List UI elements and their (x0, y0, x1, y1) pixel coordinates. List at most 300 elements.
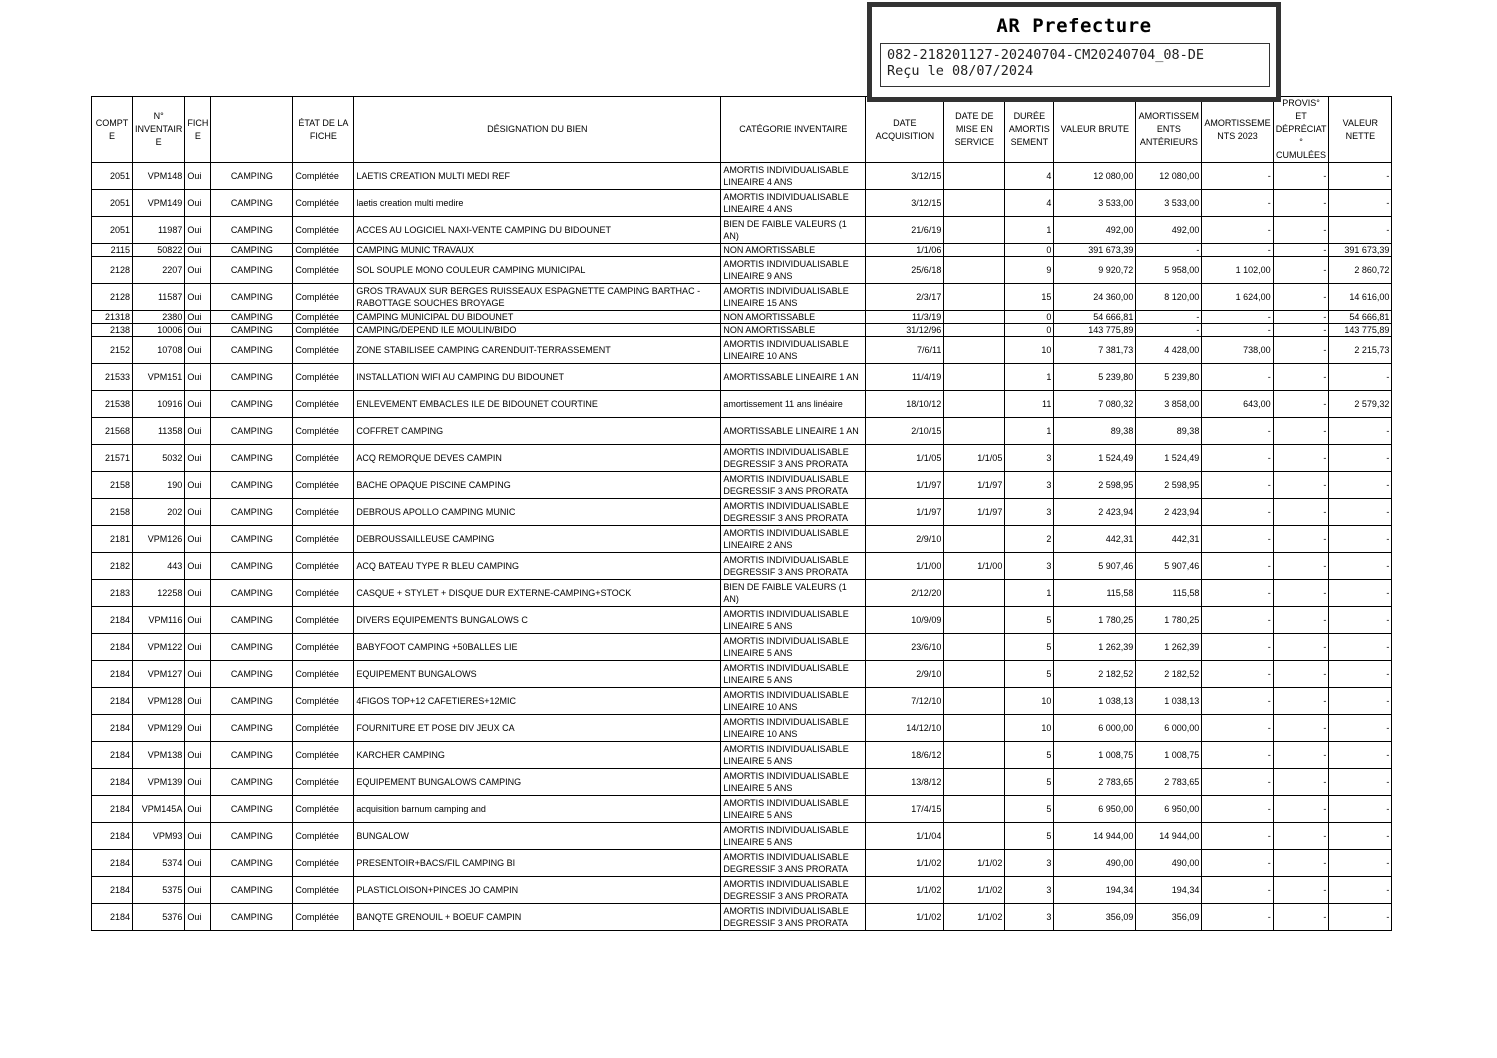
cell-compte: 2184 (92, 769, 133, 796)
table-row (92, 337, 1392, 364)
cell-duree: 0 (1005, 244, 1054, 257)
cell-date-mise-en-service: 1/1/97 (944, 499, 1005, 526)
cell-inventaire: 10006 (133, 324, 185, 337)
cell-service: CAMPING (211, 850, 293, 877)
cell-etat: Complétée (293, 715, 354, 742)
cell-duree: 0 (1005, 311, 1054, 324)
cell-designation: BABYFOOT CAMPING +50BALLES LIE (354, 634, 721, 661)
cell-provisions: - (1273, 391, 1329, 418)
cell-categorie: AMORTIS INDIVIDUALISABLE LINEAIRE 5 ANS (721, 634, 866, 661)
cell-provisions: - (1273, 850, 1329, 877)
cell-provisions: - (1273, 823, 1329, 850)
cell-date-mise-en-service (944, 163, 1005, 190)
cell-categorie: AMORTIS INDIVIDUALISABLE LINEAIRE 4 ANS (721, 190, 866, 217)
cell-amort-2023: - (1202, 742, 1273, 769)
cell-compte: 2184 (92, 715, 133, 742)
table-row (92, 499, 1392, 526)
cell-etat: Complétée (293, 823, 354, 850)
cell-service: CAMPING (211, 499, 293, 526)
table-row (92, 661, 1392, 688)
cell-etat: Complétée (293, 580, 354, 607)
cell-categorie: AMORTIS INDIVIDUALISABLE LINEAIRE 5 ANS (721, 796, 866, 823)
cell-etat: Complétée (293, 877, 354, 904)
table-row (92, 607, 1392, 634)
cell-designation: KARCHER CAMPING (354, 742, 721, 769)
cell-provisions: - (1273, 364, 1329, 391)
cell-inventaire: 10916 (133, 391, 185, 418)
cell-designation: 4FIGOS TOP+12 CAFETIERES+12MIC (354, 688, 721, 715)
cell-designation: acquisition barnum camping and (354, 796, 721, 823)
cell-provisions: - (1273, 472, 1329, 499)
cell-compte: 2184 (92, 607, 133, 634)
cell-categorie: AMORTIS INDIVIDUALISABLE LINEAIRE 15 ANS (721, 284, 866, 311)
cell-compte: 2138 (92, 324, 133, 337)
cell-compte: 2184 (92, 877, 133, 904)
cell-fiche: Oui (185, 661, 211, 688)
cell-categorie: AMORTIS INDIVIDUALISABLE DEGRESSIF 3 ANS PRORATA (721, 499, 866, 526)
cell-inventaire: 443 (133, 553, 185, 580)
cell-categorie: AMORTIS INDIVIDUALISABLE LINEAIRE 5 ANS (721, 823, 866, 850)
cell-provisions: - (1273, 607, 1329, 634)
cell-duree: 3 (1005, 877, 1054, 904)
stamp-reference-line: 082-218201127-20240704-CM20240704_08-DE (887, 47, 1204, 63)
cell-service: CAMPING (211, 769, 293, 796)
cell-designation: INSTALLATION WIFI AU CAMPING DU BIDOUNET (354, 364, 721, 391)
cell-fiche: Oui (185, 472, 211, 499)
cell-service: CAMPING (211, 580, 293, 607)
cell-categorie: AMORTIS INDIVIDUALISABLE LINEAIRE 5 ANS (721, 607, 866, 634)
cell-designation: COFFRET CAMPING (354, 418, 721, 445)
cell-amort-2023: - (1202, 364, 1273, 391)
cell-valeur-brute: 1 008,75 (1054, 742, 1136, 769)
cell-amort-anterieurs: 3 533,00 (1136, 190, 1202, 217)
cell-provisions: - (1273, 445, 1329, 472)
cell-date-acquisition: 1/1/02 (866, 850, 944, 877)
cell-duree: 5 (1005, 769, 1054, 796)
cell-date-mise-en-service: 1/1/02 (944, 877, 1005, 904)
cell-service: CAMPING (211, 337, 293, 364)
cell-inventaire: 190 (133, 472, 185, 499)
cell-valeur-nette: 391 673,39 (1329, 244, 1392, 257)
cell-categorie: AMORTIS INDIVIDUALISABLE LINEAIRE 10 ANS (721, 337, 866, 364)
cell-inventaire: VPM93 (133, 823, 185, 850)
cell-amort-2023: - (1202, 311, 1273, 324)
cell-fiche: Oui (185, 311, 211, 324)
cell-date-acquisition: 23/6/10 (866, 634, 944, 661)
cell-service: CAMPING (211, 742, 293, 769)
cell-provisions: - (1273, 418, 1329, 445)
cell-categorie: AMORTISSABLE LINEAIRE 1 AN (721, 364, 866, 391)
cell-amort-2023: - (1202, 244, 1273, 257)
cell-etat: Complétée (293, 217, 354, 244)
cell-valeur-nette: - (1329, 190, 1392, 217)
cell-valeur-brute: 7 080,32 (1054, 391, 1136, 418)
cell-date-acquisition: 21/6/19 (866, 217, 944, 244)
cell-date-acquisition: 2/10/15 (866, 418, 944, 445)
table-row (92, 257, 1392, 284)
cell-amort-2023: - (1202, 715, 1273, 742)
cell-date-acquisition: 11/3/19 (866, 311, 944, 324)
cell-amort-2023: - (1202, 769, 1273, 796)
cell-valeur-nette: - (1329, 163, 1392, 190)
table-row (92, 391, 1392, 418)
table-row (92, 904, 1392, 931)
cell-compte: 2051 (92, 163, 133, 190)
cell-duree: 1 (1005, 217, 1054, 244)
cell-categorie: AMORTIS INDIVIDUALISABLE LINEAIRE 5 ANS (721, 742, 866, 769)
cell-amort-2023: - (1202, 634, 1273, 661)
cell-date-acquisition: 10/9/09 (866, 607, 944, 634)
cell-etat: Complétée (293, 742, 354, 769)
cell-inventaire: 2380 (133, 311, 185, 324)
table-row (92, 796, 1392, 823)
cell-valeur-brute: 89,38 (1054, 418, 1136, 445)
cell-amort-2023: - (1202, 850, 1273, 877)
cell-duree: 2 (1005, 526, 1054, 553)
header-categorie: CATÉGORIE INVENTAIRE (721, 97, 866, 163)
cell-compte: 2184 (92, 796, 133, 823)
cell-amort-2023: - (1202, 580, 1273, 607)
cell-inventaire: VPM151 (133, 364, 185, 391)
cell-compte: 2051 (92, 217, 133, 244)
cell-amort-anterieurs: 2 423,94 (1136, 499, 1202, 526)
cell-valeur-brute: 3 533,00 (1054, 190, 1136, 217)
cell-inventaire: VPM128 (133, 688, 185, 715)
cell-compte: 2184 (92, 850, 133, 877)
cell-inventaire: VPM145A (133, 796, 185, 823)
cell-compte: 2158 (92, 499, 133, 526)
cell-amort-2023: - (1202, 688, 1273, 715)
cell-valeur-brute: 1 262,39 (1054, 634, 1136, 661)
cell-amort-anterieurs: - (1136, 311, 1202, 324)
cell-valeur-brute: 54 666,81 (1054, 311, 1136, 324)
cell-designation: ACQ REMORQUE DEVES CAMPIN (354, 445, 721, 472)
cell-amort-2023: - (1202, 163, 1273, 190)
cell-etat: Complétée (293, 190, 354, 217)
cell-inventaire: 50822 (133, 244, 185, 257)
cell-provisions: - (1273, 244, 1329, 257)
cell-valeur-brute: 391 673,39 (1054, 244, 1136, 257)
cell-fiche: Oui (185, 217, 211, 244)
cell-categorie: AMORTIS INDIVIDUALISABLE LINEAIRE 4 ANS (721, 163, 866, 190)
cell-valeur-brute: 1 524,49 (1054, 445, 1136, 472)
cell-date-acquisition: 7/6/11 (866, 337, 944, 364)
cell-provisions: - (1273, 526, 1329, 553)
cell-date-acquisition: 1/1/00 (866, 553, 944, 580)
cell-valeur-nette: - (1329, 472, 1392, 499)
header-service (211, 97, 293, 163)
cell-duree: 5 (1005, 634, 1054, 661)
cell-fiche: Oui (185, 337, 211, 364)
cell-etat: Complétée (293, 337, 354, 364)
cell-etat: Complétée (293, 163, 354, 190)
cell-amort-anterieurs: 3 858,00 (1136, 391, 1202, 418)
cell-etat: Complétée (293, 257, 354, 284)
cell-fiche: Oui (185, 877, 211, 904)
header-date-acquisition: DATE ACQUISITION (866, 97, 944, 163)
cell-etat: Complétée (293, 850, 354, 877)
cell-etat: Complétée (293, 364, 354, 391)
cell-amort-anterieurs: 5 907,46 (1136, 553, 1202, 580)
cell-valeur-brute: 115,58 (1054, 580, 1136, 607)
cell-compte: 2115 (92, 244, 133, 257)
cell-categorie: AMORTIS INDIVIDUALISABLE DEGRESSIF 3 ANS PRORATA (721, 553, 866, 580)
cell-designation: ENLEVEMENT EMBACLES ILE DE BIDOUNET COURTINE (354, 391, 721, 418)
cell-duree: 10 (1005, 337, 1054, 364)
cell-date-mise-en-service (944, 688, 1005, 715)
cell-fiche: Oui (185, 850, 211, 877)
header-valeur-brute: VALEUR BRUTE (1054, 97, 1136, 163)
cell-duree: 15 (1005, 284, 1054, 311)
cell-service: CAMPING (211, 445, 293, 472)
cell-date-acquisition: 2/9/10 (866, 526, 944, 553)
table-row (92, 445, 1392, 472)
cell-duree: 3 (1005, 850, 1054, 877)
cell-amort-anterieurs: 2 598,95 (1136, 472, 1202, 499)
cell-valeur-nette: - (1329, 823, 1392, 850)
cell-fiche: Oui (185, 715, 211, 742)
cell-amort-2023: - (1202, 823, 1273, 850)
cell-valeur-nette: 143 775,89 (1329, 324, 1392, 337)
cell-service: CAMPING (211, 244, 293, 257)
cell-compte: 2182 (92, 553, 133, 580)
cell-date-acquisition: 2/3/17 (866, 284, 944, 311)
cell-valeur-brute: 6 000,00 (1054, 715, 1136, 742)
cell-valeur-brute: 5 907,46 (1054, 553, 1136, 580)
cell-etat: Complétée (293, 472, 354, 499)
cell-amort-2023: - (1202, 418, 1273, 445)
cell-fiche: Oui (185, 190, 211, 217)
cell-fiche: Oui (185, 391, 211, 418)
cell-compte: 2128 (92, 284, 133, 311)
cell-fiche: Oui (185, 257, 211, 284)
cell-duree: 5 (1005, 607, 1054, 634)
cell-designation: PRESENTOIR+BACS/FIL CAMPING BI (354, 850, 721, 877)
cell-compte: 2128 (92, 257, 133, 284)
cell-fiche: Oui (185, 364, 211, 391)
cell-amort-anterieurs: 89,38 (1136, 418, 1202, 445)
cell-categorie: AMORTISSABLE LINEAIRE 1 AN (721, 418, 866, 445)
cell-date-acquisition: 14/12/10 (866, 715, 944, 742)
cell-service: CAMPING (211, 311, 293, 324)
cell-categorie: AMORTIS INDIVIDUALISABLE LINEAIRE 5 ANS (721, 769, 866, 796)
cell-date-mise-en-service (944, 823, 1005, 850)
cell-designation: ACCES AU LOGICIEL NAXI-VENTE CAMPING DU BIDOUNET (354, 217, 721, 244)
cell-valeur-nette: - (1329, 688, 1392, 715)
cell-amort-2023: - (1202, 904, 1273, 931)
cell-amort-anterieurs: 6 000,00 (1136, 715, 1202, 742)
cell-provisions: - (1273, 796, 1329, 823)
cell-compte: 2158 (92, 472, 133, 499)
cell-amort-anterieurs: 492,00 (1136, 217, 1202, 244)
cell-service: CAMPING (211, 715, 293, 742)
cell-amort-anterieurs: 194,34 (1136, 877, 1202, 904)
cell-categorie: AMORTIS INDIVIDUALISABLE DEGRESSIF 3 ANS PRORATA (721, 472, 866, 499)
cell-date-mise-en-service (944, 769, 1005, 796)
cell-valeur-brute: 2 783,65 (1054, 769, 1136, 796)
cell-designation: GROS TRAVAUX SUR BERGES RUISSEAUX ESPAGNETTE CAMPING BARTHAC - RABOTTAGE SOUCHES BROYAGE (354, 284, 721, 311)
cell-designation: PLASTICLOISON+PINCES JO CAMPIN (354, 877, 721, 904)
cell-etat: Complétée (293, 769, 354, 796)
cell-duree: 11 (1005, 391, 1054, 418)
cell-valeur-brute: 356,09 (1054, 904, 1136, 931)
cell-categorie: AMORTIS INDIVIDUALISABLE LINEAIRE 10 ANS (721, 688, 866, 715)
cell-date-acquisition: 1/1/05 (866, 445, 944, 472)
cell-provisions: - (1273, 217, 1329, 244)
cell-compte: 2184 (92, 742, 133, 769)
cell-amort-2023: 738,00 (1202, 337, 1273, 364)
cell-valeur-brute: 7 381,73 (1054, 337, 1136, 364)
cell-amort-2023: - (1202, 324, 1273, 337)
cell-amort-anterieurs: 1 008,75 (1136, 742, 1202, 769)
cell-inventaire: VPM139 (133, 769, 185, 796)
cell-duree: 5 (1005, 742, 1054, 769)
header-designation: DÉSIGNATION DU BIEN (354, 97, 721, 163)
cell-date-mise-en-service (944, 580, 1005, 607)
cell-date-mise-en-service: 1/1/05 (944, 445, 1005, 472)
cell-amort-anterieurs: - (1136, 324, 1202, 337)
cell-duree: 10 (1005, 688, 1054, 715)
cell-date-mise-en-service: 1/1/02 (944, 850, 1005, 877)
cell-service: CAMPING (211, 796, 293, 823)
cell-amort-2023: - (1202, 796, 1273, 823)
cell-amort-2023: 1 624,00 (1202, 284, 1273, 311)
cell-amort-anterieurs: 8 120,00 (1136, 284, 1202, 311)
cell-duree: 5 (1005, 661, 1054, 688)
cell-amort-anterieurs: 490,00 (1136, 850, 1202, 877)
cell-valeur-nette: 54 666,81 (1329, 311, 1392, 324)
cell-categorie: AMORTIS INDIVIDUALISABLE LINEAIRE 10 ANS (721, 715, 866, 742)
cell-service: CAMPING (211, 324, 293, 337)
cell-fiche: Oui (185, 688, 211, 715)
cell-provisions: - (1273, 769, 1329, 796)
table-header-row (92, 97, 1392, 163)
cell-categorie: NON AMORTISSABLE (721, 244, 866, 257)
cell-duree: 9 (1005, 257, 1054, 284)
cell-inventaire: VPM148 (133, 163, 185, 190)
cell-categorie: AMORTIS INDIVIDUALISABLE DEGRESSIF 3 ANS PRORATA (721, 904, 866, 931)
cell-provisions: - (1273, 337, 1329, 364)
cell-duree: 1 (1005, 418, 1054, 445)
cell-fiche: Oui (185, 284, 211, 311)
cell-categorie: AMORTIS INDIVIDUALISABLE LINEAIRE 5 ANS (721, 661, 866, 688)
ar-prefecture-stamp (867, 2, 1281, 102)
cell-designation: CAMPING/DEPEND ILE MOULIN/BIDO (354, 324, 721, 337)
cell-duree: 3 (1005, 445, 1054, 472)
cell-duree: 3 (1005, 472, 1054, 499)
table-row (92, 311, 1392, 324)
cell-amort-2023: - (1202, 499, 1273, 526)
cell-service: CAMPING (211, 823, 293, 850)
cell-date-mise-en-service (944, 607, 1005, 634)
cell-compte: 21571 (92, 445, 133, 472)
cell-categorie: NON AMORTISSABLE (721, 324, 866, 337)
cell-date-acquisition: 1/1/97 (866, 472, 944, 499)
cell-date-acquisition: 1/1/06 (866, 244, 944, 257)
cell-amort-2023: - (1202, 607, 1273, 634)
cell-fiche: Oui (185, 526, 211, 553)
cell-designation: SOL SOUPLE MONO COULEUR CAMPING MUNICIPAL (354, 257, 721, 284)
cell-fiche: Oui (185, 163, 211, 190)
cell-amort-anterieurs: 356,09 (1136, 904, 1202, 931)
cell-valeur-brute: 24 360,00 (1054, 284, 1136, 311)
cell-amort-anterieurs: 442,31 (1136, 526, 1202, 553)
cell-date-mise-en-service (944, 715, 1005, 742)
cell-valeur-nette: - (1329, 634, 1392, 661)
cell-valeur-brute: 6 950,00 (1054, 796, 1136, 823)
cell-inventaire: 12258 (133, 580, 185, 607)
cell-amort-anterieurs: 2 783,65 (1136, 769, 1202, 796)
cell-designation: laetis creation multi medire (354, 190, 721, 217)
cell-compte: 2184 (92, 661, 133, 688)
cell-service: CAMPING (211, 217, 293, 244)
table-row (92, 418, 1392, 445)
cell-etat: Complétée (293, 904, 354, 931)
cell-etat: Complétée (293, 391, 354, 418)
cell-inventaire: VPM129 (133, 715, 185, 742)
cell-date-acquisition: 11/4/19 (866, 364, 944, 391)
cell-etat: Complétée (293, 418, 354, 445)
cell-fiche: Oui (185, 324, 211, 337)
cell-amort-anterieurs: 4 428,00 (1136, 337, 1202, 364)
cell-valeur-nette: - (1329, 217, 1392, 244)
cell-compte: 21568 (92, 418, 133, 445)
cell-service: CAMPING (211, 472, 293, 499)
header-date-mise-en-service: DATE DE MISE EN SERVICE (944, 97, 1005, 163)
header-inventaire: N° INVENTAIR E (133, 97, 185, 163)
cell-duree: 1 (1005, 364, 1054, 391)
cell-fiche: Oui (185, 580, 211, 607)
cell-amort-anterieurs: 5 239,80 (1136, 364, 1202, 391)
cell-amort-anterieurs: 1 262,39 (1136, 634, 1202, 661)
cell-etat: Complétée (293, 311, 354, 324)
cell-service: CAMPING (211, 418, 293, 445)
cell-amort-anterieurs: 12 080,00 (1136, 163, 1202, 190)
cell-amort-anterieurs: 6 950,00 (1136, 796, 1202, 823)
cell-fiche: Oui (185, 244, 211, 257)
cell-categorie: AMORTIS INDIVIDUALISABLE LINEAIRE 2 ANS (721, 526, 866, 553)
cell-valeur-brute: 5 239,80 (1054, 364, 1136, 391)
cell-valeur-brute: 2 182,52 (1054, 661, 1136, 688)
cell-date-acquisition: 25/6/18 (866, 257, 944, 284)
cell-date-acquisition: 31/12/96 (866, 324, 944, 337)
cell-service: CAMPING (211, 877, 293, 904)
cell-provisions: - (1273, 715, 1329, 742)
cell-provisions: - (1273, 163, 1329, 190)
stamp-title: AR Prefecture (996, 15, 1152, 37)
cell-valeur-nette: - (1329, 526, 1392, 553)
cell-date-acquisition: 1/1/97 (866, 499, 944, 526)
cell-date-acquisition: 2/12/20 (866, 580, 944, 607)
cell-valeur-nette: - (1329, 661, 1392, 688)
header-amort-2023: AMORTISSEME NTS 2023 (1202, 97, 1273, 163)
cell-fiche: Oui (185, 553, 211, 580)
cell-service: CAMPING (211, 688, 293, 715)
cell-fiche: Oui (185, 634, 211, 661)
cell-designation: CAMPING MUNIC TRAVAUX (354, 244, 721, 257)
cell-valeur-brute: 442,31 (1054, 526, 1136, 553)
cell-etat: Complétée (293, 796, 354, 823)
cell-amort-2023: 643,00 (1202, 391, 1273, 418)
cell-date-mise-en-service (944, 257, 1005, 284)
cell-duree: 3 (1005, 904, 1054, 931)
cell-inventaire: 5374 (133, 850, 185, 877)
table-row (92, 850, 1392, 877)
cell-amort-anterieurs: 1 038,13 (1136, 688, 1202, 715)
cell-service: CAMPING (211, 553, 293, 580)
cell-etat: Complétée (293, 324, 354, 337)
cell-amort-2023: - (1202, 553, 1273, 580)
